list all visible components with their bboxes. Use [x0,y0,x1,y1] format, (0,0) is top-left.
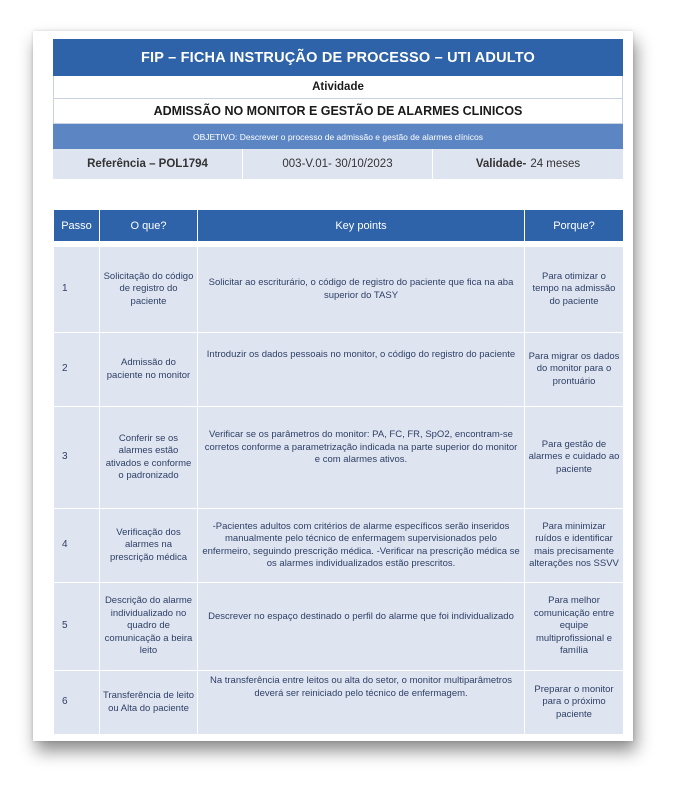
version-date: 003-V.01- 30/10/2023 [243,149,433,179]
step-number: 1 [54,247,100,333]
objective-text: OBJETIVO: Descrever o processo de admissão e gestão de alarmes clínicos [53,124,623,149]
step-what: Conferir se os alarmes estão ativados e conforme o padronizado [100,407,198,509]
step-number: 6 [54,671,100,735]
step-keypoints: Descrever no espaço destinado o perfil do alarme que foi individualizado [198,583,525,671]
document-page [33,31,633,741]
table-row [54,247,624,333]
step-keypoints: Solicitar ao escriturário, o código de registro do paciente que fica na aba superior do TASY [198,247,525,333]
step-keypoints: -Pacientes adultos com critérios de alarme específicos serão inseridos manualmente pelo técnico de enfermagem supervisionados pelo enfermeiro, seguindo prescrição médica. -Verificar na prescrição médica se os alarmes individualizados estão prescritos. [198,509,525,583]
step-why: Para minimizar ruídos e identificar mais precisamente alterações nos SSVV [525,509,624,583]
step-what: Admissão do paciente no monitor [100,333,198,407]
col-header-keypoints: Key points [198,210,525,242]
col-header-step: Passo [54,210,100,242]
table-row [54,333,624,407]
document-header [53,39,623,179]
validity-value: 24 meses [530,158,581,170]
activity-label: Atividade [53,76,623,99]
document-title: FIP – FICHA INSTRUÇÃO DE PROCESSO – UTI ADULTO [53,39,623,76]
step-why: Para migrar os dados do monitor para o prontuário [525,333,624,407]
step-why: Preparar o monitor para o próximo paciente [525,671,624,735]
table-row [54,671,624,735]
step-number: 2 [54,333,100,407]
step-what: Verificação dos alarmes na prescrição médica [100,509,198,583]
table-row [54,509,624,583]
table-row [54,407,624,509]
step-keypoints: Introduzir os dados pessoais no monitor, o código do registro do paciente [198,333,525,407]
reference-row [53,149,623,179]
step-number: 4 [54,509,100,583]
step-why: Para otimizar o tempo na admissão do paciente [525,247,624,333]
step-what: Transferência de leito ou Alta do paciente [100,671,198,735]
step-number: 3 [54,407,100,509]
col-header-what: O que? [100,210,198,242]
validity [433,149,623,179]
activity-name: ADMISSÃO NO MONITOR E GESTÃO DE ALARMES CLINICOS [53,99,623,124]
step-why: Para gestão de alarmes e cuidado ao paciente [525,407,624,509]
step-number: 5 [54,583,100,671]
table-row [54,583,624,671]
step-what: Descrição do alarme individualizado no quadro de comunicação a beira leito [100,583,198,671]
reference-code: Referência – POL1794 [53,149,243,179]
step-what: Solicitação do código de registro do paciente [100,247,198,333]
step-keypoints: Verificar se os parâmetros do monitor: PA, FC, FR, SpO2, encontram-se corretos conforme a parametrização indicada na parte superior do monitor e com alarmes ativos. [198,407,525,509]
col-header-why: Porque? [525,210,624,242]
table-header-row [54,210,624,242]
validity-label: Validade- [475,158,527,170]
process-steps-table [53,209,624,735]
step-keypoints: Na transferência entre leitos ou alta do setor, o monitor multiparâmetros deverá ser reiniciado pelo técnico de enfermagem. [198,671,525,735]
step-why: Para melhor comunicação entre equipe multiprofissional e família [525,583,624,671]
